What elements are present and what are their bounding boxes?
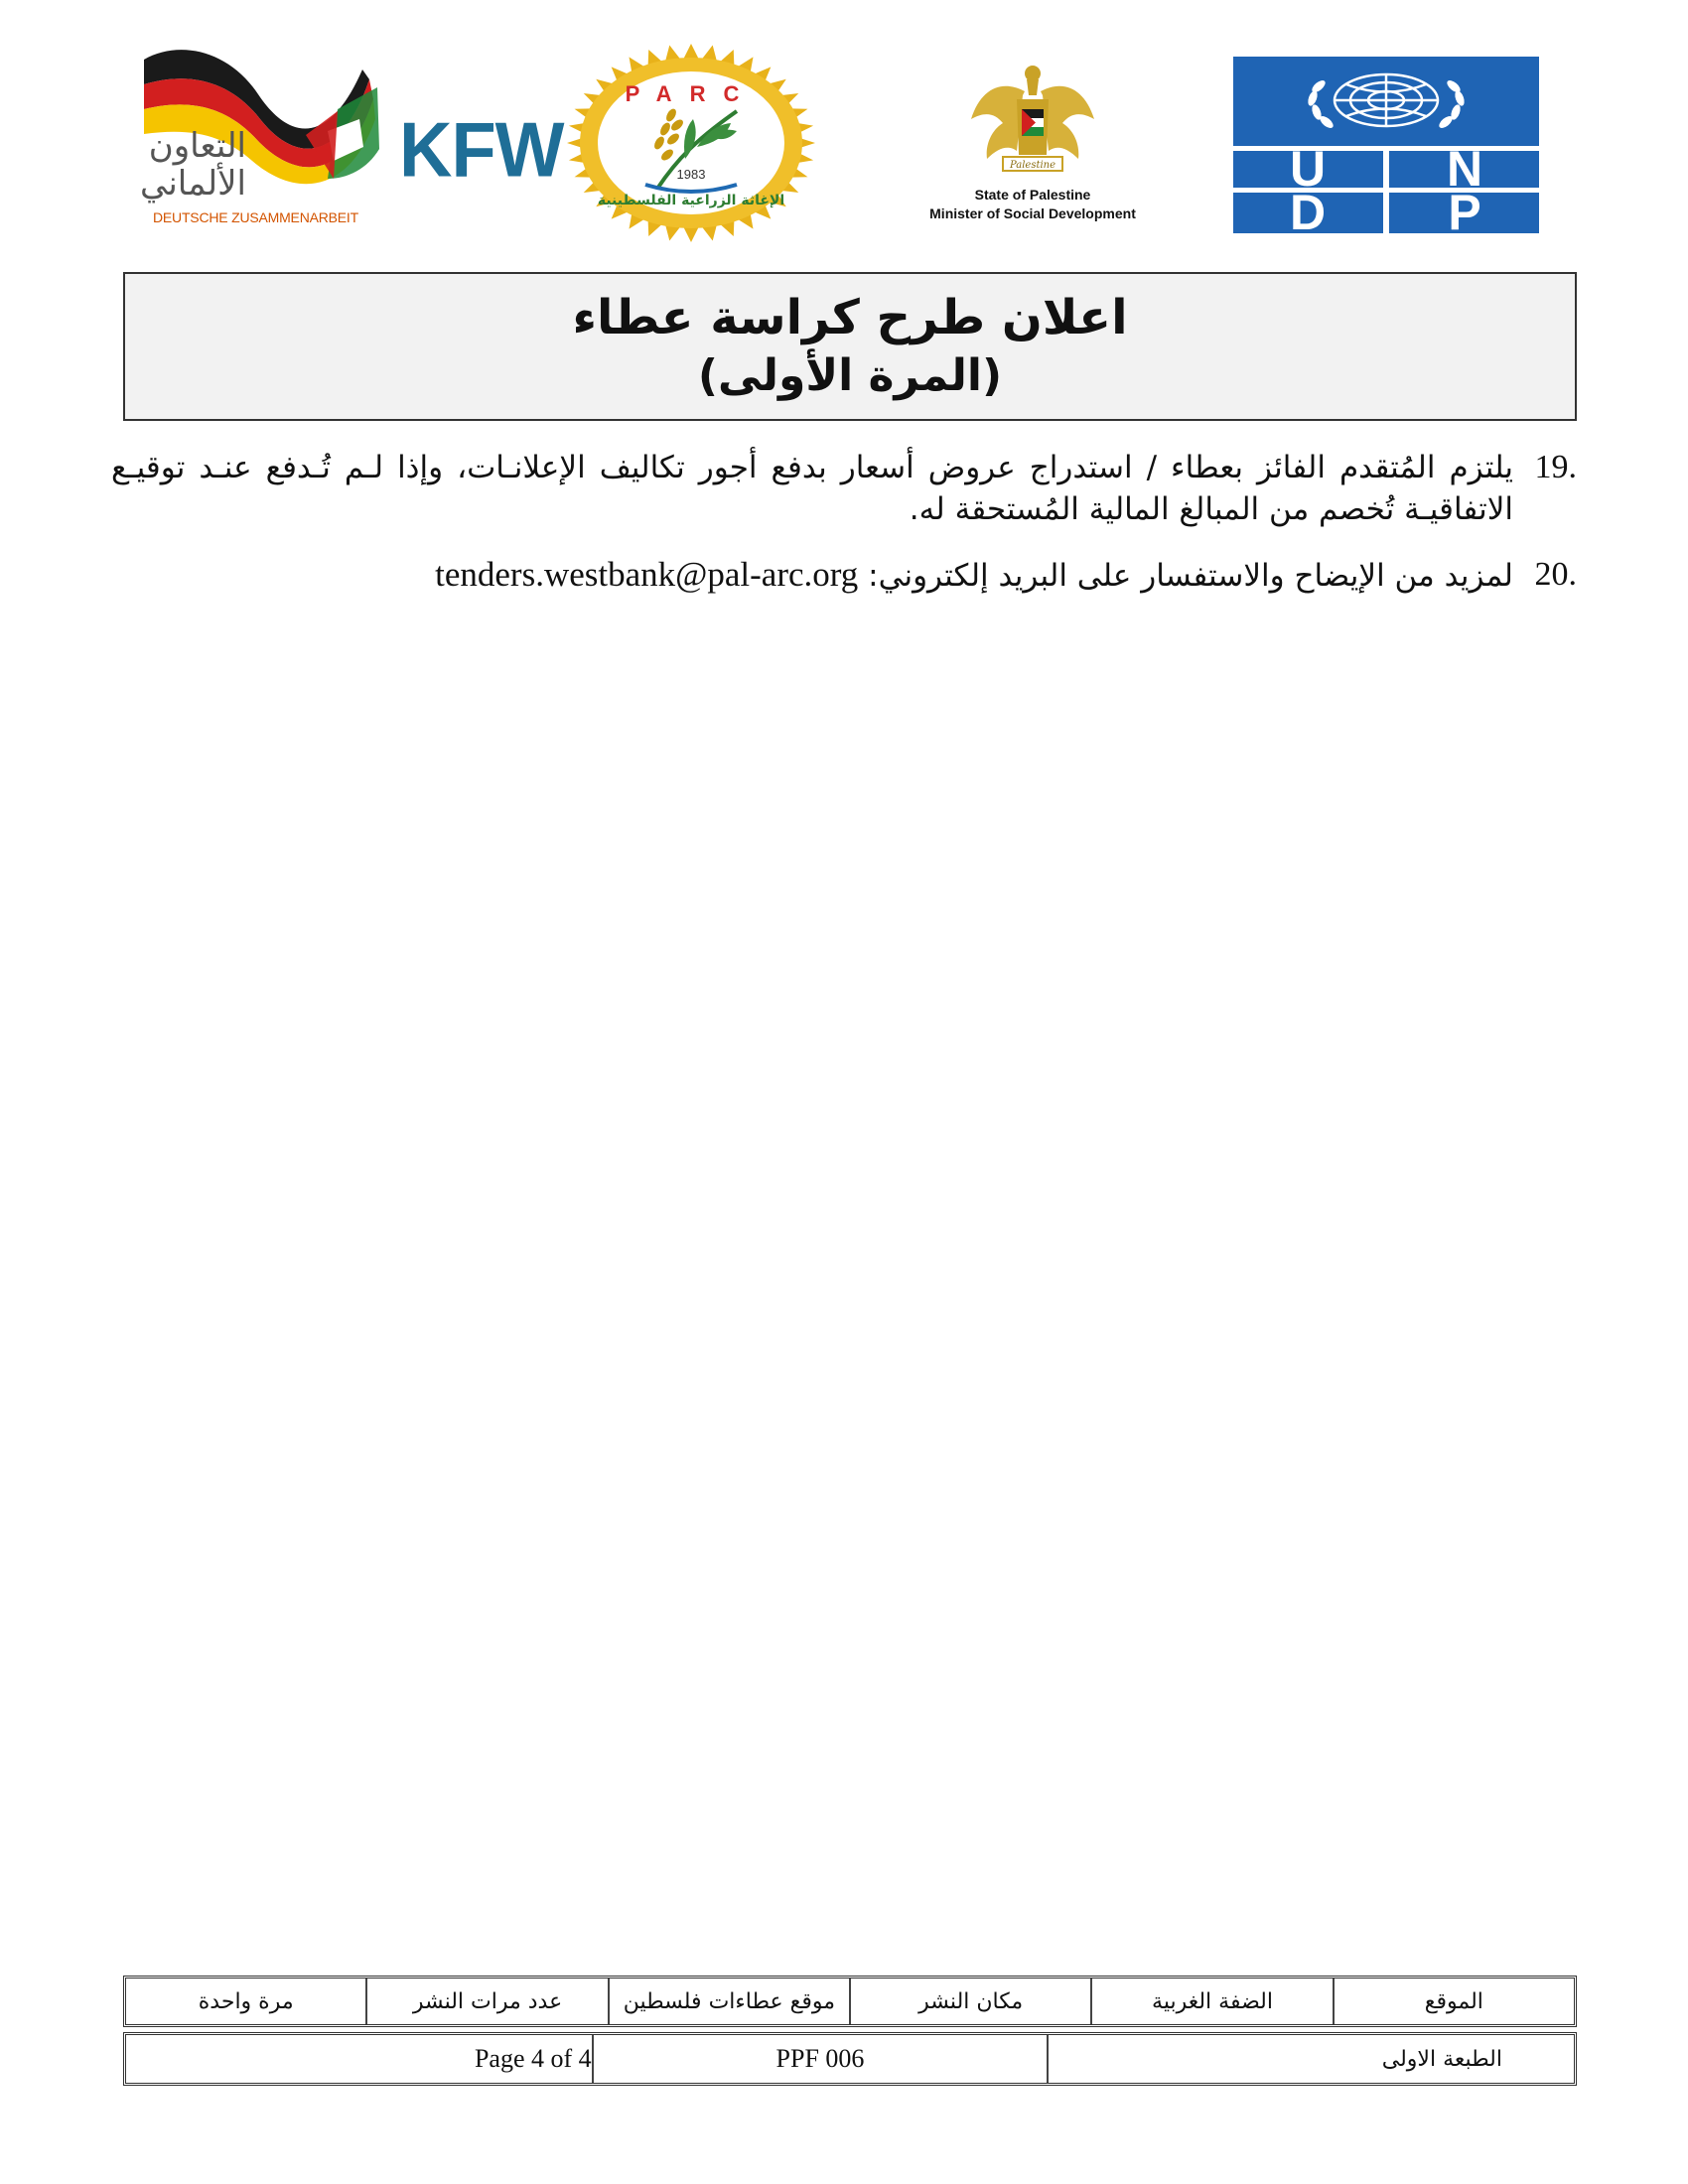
clause-text — [111, 554, 1513, 597]
footer-document-code: PPF 006 — [592, 2035, 1048, 2083]
un-emblem-icon — [1233, 57, 1539, 233]
undp-letter-n: N — [1446, 141, 1483, 197]
clause-text: يلتزم المُتقدم الفائز بعطاء / استدراج عروض أسعار بدفع أجور تكاليف الإعلانـات، وإذا لـم تُـدفع عنـد توقيـع الاتفاقيـة تُخصم من المبالغ المالية المُستحقة له. — [111, 450, 1513, 527]
undp-letter-d: D — [1289, 185, 1327, 233]
parc-arabic-name: الإغاثة الزراعية الفلسطينية — [597, 193, 785, 208]
giz-arabic-line2: الألماني — [139, 164, 246, 204]
parc-logo — [548, 40, 834, 248]
footer-edition: الطبعة الاولى — [1047, 2035, 1574, 2083]
clause-text-arabic: لمزيد من الإيضاح والاستفسار على البريد إلكتروني: — [868, 558, 1513, 594]
clause-number: 19. — [1534, 449, 1577, 485]
german-cooperation-english: DEUTSCHE ZUSAMMENARBEIT — [153, 209, 358, 225]
parc-sun-emblem-icon — [548, 40, 834, 248]
clause-20 — [111, 554, 1577, 597]
emblem-banner-text: Palestine — [1009, 160, 1056, 171]
giz-arabic-line1: التعاون — [148, 126, 246, 166]
parc-acronym: PARC — [625, 81, 758, 106]
footer-publication-table — [123, 1976, 1577, 2027]
footer-page-number: Page 4 of 4 — [126, 2035, 592, 2083]
footer-value-publish-place: موقع عطاءات فلسطين — [608, 1979, 849, 2024]
announcement-subtitle: (المرة الأولى) — [697, 350, 1003, 401]
parc-year: 1983 — [676, 167, 706, 182]
announcement-title-box — [123, 272, 1577, 421]
footer-label-publish-count: عدد مرات النشر — [365, 1979, 607, 2024]
footer-label-location: الموقع — [1333, 1979, 1574, 2024]
footer-label-publish-place: مكان النشر — [849, 1979, 1090, 2024]
state-of-palestine-line2: Minister of Social Development — [929, 205, 1136, 221]
clause-number: 20. — [1534, 556, 1577, 593]
clause-19 — [111, 447, 1577, 530]
footer-document-info-table — [123, 2032, 1577, 2086]
contact-email-link[interactable]: tenders.westbank@pal-arc.org — [435, 555, 859, 594]
palestine-eagle-emblem-icon — [904, 60, 1162, 184]
announcement-title: اعلان طرح كراسة عطاء — [572, 290, 1128, 345]
undp-letter-p: P — [1448, 185, 1481, 233]
undp-letter-u: U — [1289, 141, 1327, 197]
footer-value-publish-count: مرة واحدة — [126, 1979, 365, 2024]
state-of-palestine-logo — [904, 60, 1162, 233]
german-cooperation-arabic — [139, 126, 246, 204]
state-of-palestine-line1: State of Palestine — [974, 187, 1091, 203]
kfw-logo: KFW — [399, 105, 564, 194]
german-cooperation-logo — [139, 40, 382, 233]
undp-logo — [1233, 57, 1539, 233]
footer-value-location: الضفة الغربية — [1090, 1979, 1332, 2024]
